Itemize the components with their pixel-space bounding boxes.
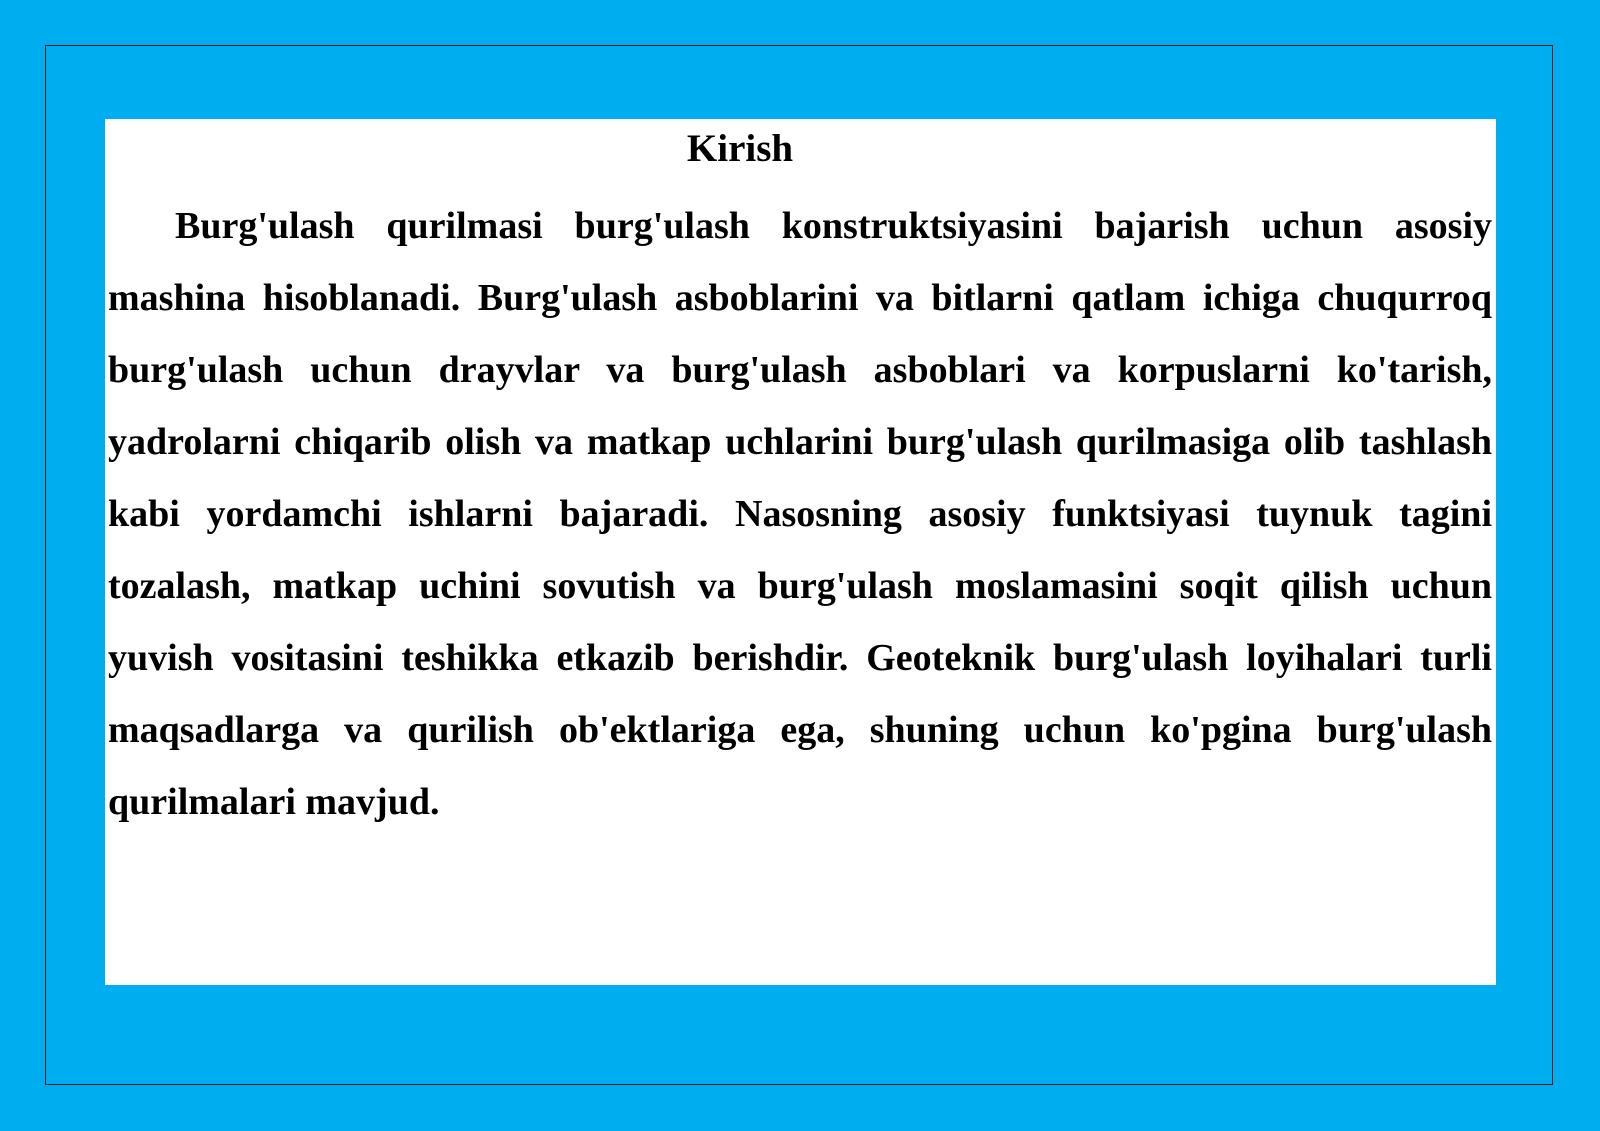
document-page	[105, 119, 1496, 985]
document-title: Kirish	[686, 127, 794, 170]
document-paragraph: Burg'ulash qurilmasi burg'ulash konstruktsiyasini bajarish uchun asosiy mashina hisoblanadi. Burg'ulash asboblarini va bitlarni qatlam ichiga chuqurroq burg'ulash uchun drayvlar va burg'ulash asboblari va korpuslarni ko'tarish, yadrolarni chiqarib olish va matkap uchlarini burg'ulash qurilmasiga olib tashlash kabi yordamchi ishlarni bajaradi. Nasosning asosiy funktsiyasi tuynuk tagini tozalash, matkap uchini sovutish va burg'ulash moslamasini soqit qilish uchun yuvish vositasini teshikka etkazib berishdir. Geoteknik burg'ulash loyihalari turli maqsadlarga va qurilish ob'ektlariga ega, shuning uchun ko'pgina burg'ulash qurilmalari mavjud.	[108, 205, 1492, 823]
